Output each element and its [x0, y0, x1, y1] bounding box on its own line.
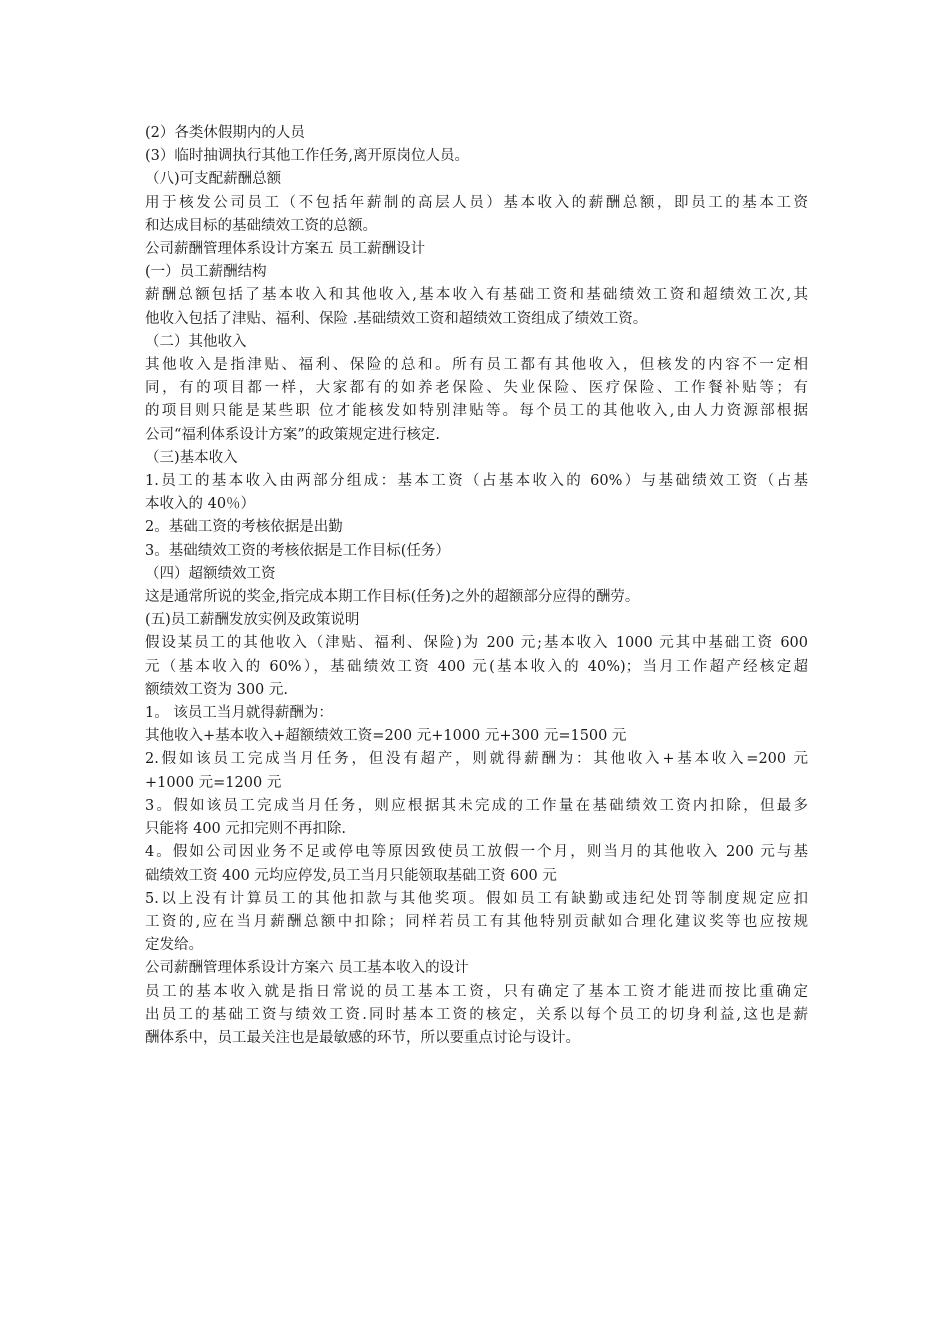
- text-line: 2.假如该员工完成当月任务，但没有超产，则就得薪酬为：其他收入+基本收入=200 元: [145, 751, 808, 768]
- text-line: 1。 该员工当月就得薪酬为：: [145, 705, 333, 722]
- section-heading: 公司薪酬管理体系设计方案五 员工薪酬设计: [145, 241, 426, 258]
- document-body: [145, 122, 808, 1050]
- text-line: 3。假如该员工完成当月任务，则应根据其未完成的工作量在基础绩效工资内扣除，但最多: [145, 797, 808, 814]
- section-heading: (一）员工薪酬结构: [145, 264, 267, 281]
- text-line: +1000 元=1200 元: [145, 774, 282, 791]
- text-line: 出员工的基础工资与绩效工资.同时基本工资的核定，关系以每个员工的切身利益,这也是薪: [145, 1006, 808, 1023]
- text-line: 用于核发公司员工（不包括年薪制的高层人员）基本收入的薪酬总额，即员工的基本工资: [145, 194, 808, 211]
- text-line: 假设某员工的其他收入（津贴、福利、保险)为 200 元;基本收入 1000 元其中基础工资 600: [145, 635, 808, 652]
- text-line: 这是通常所说的奖金,指完成本期工作目标(任务)之外的超额部分应得的酬劳。: [145, 589, 640, 606]
- text-line: 1.员工的基本收入由两部分组成：基本工资（占基本收入的 60%）与基础绩效工资（占基: [145, 473, 808, 490]
- text-line: 3。基础绩效工资的考核依据是工作目标(任务）: [145, 542, 450, 559]
- text-line: 公司“福利体系设计方案”的政策规定进行核定.: [145, 426, 440, 443]
- section-heading: （八)可支配薪酬总额: [145, 171, 282, 188]
- section-heading: （四）超额绩效工资: [145, 565, 276, 582]
- text-line: 酬体系中，员工最关注也是最敏感的环节，所以要重点讨论与设计。: [145, 1029, 580, 1046]
- text-line: 其他收入+基本收入+超额绩效工资=200 元+1000 元+300 元=1500 元: [145, 728, 627, 745]
- text-line: 其他收入是指津贴、福利、保险的总和。所有员工都有其他收入，但核发的内容不一定相: [145, 357, 808, 374]
- text-line: 元（基本收入的 60%），基础绩效工资 400 元(基本收入的 40%)；当月工作超产经核定超: [145, 658, 808, 675]
- text-line: 4。假如公司因业务不足或停电等原因致使员工放假一个月，则当月的其他收入 200 元与基: [145, 844, 808, 861]
- text-line: 本收入的 40％）: [145, 496, 256, 513]
- text-line: (2）各类休假期内的人员: [145, 125, 305, 141]
- text-line: 额绩效工资为 300 元.: [145, 681, 289, 698]
- text-line: 员工的基本收入就是指日常说的员工基本工资，只有确定了基本工资才能进而按比重确定: [145, 983, 808, 1000]
- text-line: 薪酬总额包括了基本收入和其他收入,基本收入有基础工资和基础绩效工资和超绩效工次,其: [145, 287, 808, 304]
- section-heading: （二）其他收入: [145, 333, 247, 350]
- text-line: 工资的,应在当月薪酬总额中扣除；同样若员工有其他特别贡献如合理化建议奖等也应按规: [145, 913, 808, 930]
- text-line: 2。基础工资的考核依据是出勤: [145, 519, 343, 536]
- text-line: 他收入包括了津贴、福利、保险 .基础绩效工资和超绩效工资组成了绩效工资。: [145, 310, 648, 327]
- text-line: 只能将 400 元扣完则不再扣除.: [145, 821, 347, 838]
- text-line: 的项目则只能是某些职 位才能核发如特别津贴等。每个员工的其他收入,由人力资源部根据: [145, 403, 808, 420]
- text-line: 定发给。: [145, 937, 203, 954]
- section-heading: 公司薪酬管理体系设计方案六 员工基本收入的设计: [145, 960, 469, 977]
- section-heading: (五)员工薪酬发放实例及政策说明: [145, 612, 360, 629]
- text-line: 和达成目标的基础绩效工资的总额。: [145, 217, 377, 234]
- text-line: 础绩效工资 400 元均应停发,员工当月只能领取基础工资 600 元: [145, 867, 557, 884]
- section-heading: （三)基本收入: [145, 449, 238, 466]
- text-line: 同，有的项目都一样，大家都有的如养老保险、失业保险、医疗保险、工作餐补贴等；有: [145, 380, 808, 397]
- text-line: (3）临时抽调执行其他工作任务,离开原岗位人员。: [145, 148, 469, 165]
- text-line: 5.以上没有计算员工的其他扣款与其他奖项。假如员工有缺勤或违纪处罚等制度规定应扣: [145, 890, 808, 907]
